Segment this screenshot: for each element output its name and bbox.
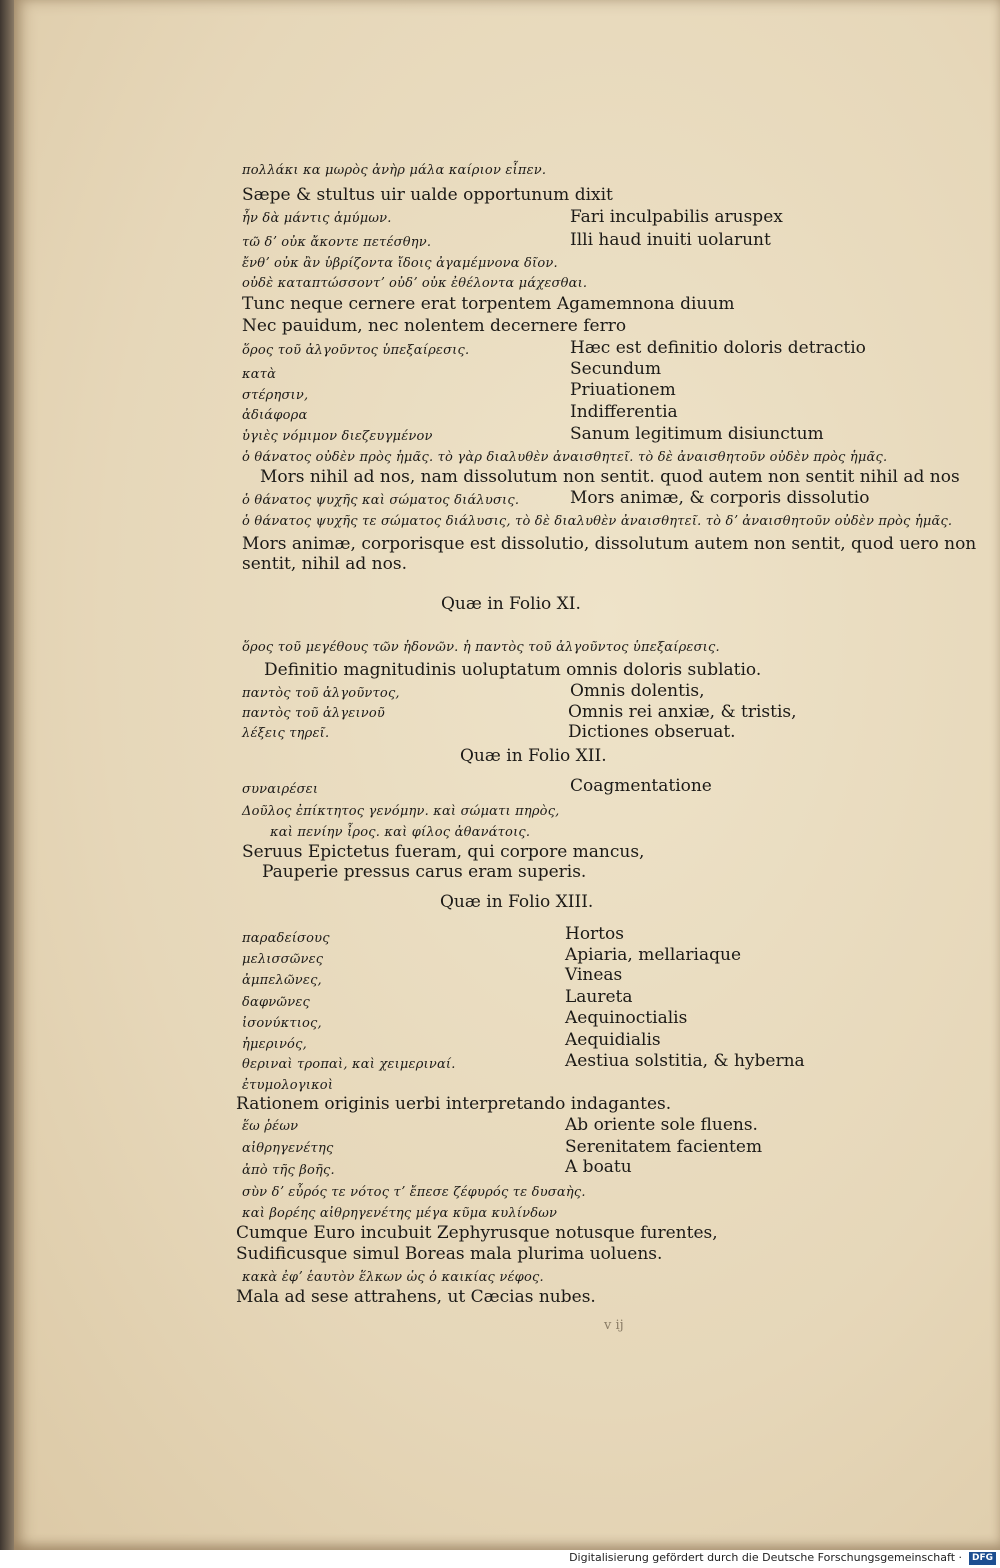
funding-note: Digitalisierung gefördert durch die Deutsche Forschungsgemeinschaft · [569, 1551, 962, 1564]
greek-line: συναιρέσει [242, 782, 319, 797]
greek-line: αἰθρηγενέτης [242, 1141, 334, 1156]
latin-line: Ab oriente sole fluens. [565, 1115, 758, 1135]
latin-line: Cumque Euro incubuit Zephyrusque notusque furentes, [236, 1223, 718, 1243]
latin-line: Sæpe & stultus uir ualde opportunum dixit [242, 185, 613, 205]
latin-line: Aequidialis [565, 1030, 661, 1050]
greek-line: ἀδιάφορα [242, 408, 308, 423]
greek-line: ἀπὸ τῆς βοῆς. [242, 1163, 335, 1178]
section-heading: Quæ in Folio XIII. [440, 892, 594, 912]
greek-line: σὺν δʼ εὖρός τε νότος τʼ ἔπεσε ζέφυρός τε δυσαὴς. [242, 1185, 586, 1200]
greek-line: ἔνθʼ οὐκ ἂν ὑβρίζοντα ἴδοις ἀγαμέμνονα δῖον. [242, 256, 558, 271]
latin-line: Secundum [570, 359, 662, 379]
latin-line: Hæc est definitio doloris detractio [570, 338, 866, 358]
greek-line: στέρησιν, [242, 388, 309, 403]
latin-line: Vineas [565, 965, 623, 985]
greek-line: μελισσῶνες [242, 952, 324, 967]
latin-line: Nec pauidum, nec nolentem decernere ferro [242, 316, 627, 336]
latin-line: sentit, nihil ad nos. [242, 554, 407, 574]
greek-line: Δοῦλος ἐπίκτητος γενόμην. καὶ σώματι πηρὸς, [242, 804, 560, 819]
greek-line: καὶ βορέης αἰθρηγενέτης μέγα κῦμα κυλίνδων [242, 1206, 558, 1221]
greek-line: θεριναὶ τροπαὶ, καὶ χειμεριναί. [242, 1057, 456, 1072]
greek-line: πολλάκι κα μωρὸς ἀνὴρ μάλα καίριον εἶπεν. [242, 163, 547, 178]
section-heading: Quæ in Folio XII. [460, 746, 607, 766]
latin-line: Mors animæ, corporisque est dissolutio, dissolutum autem non sentit, quod uero non [242, 534, 977, 554]
greek-line: ἰσονύκτιος, [242, 1016, 322, 1031]
latin-line: Mala ad sese attrahens, ut Cæcias nubes. [236, 1287, 596, 1307]
latin-line: Dictiones obseruat. [568, 722, 736, 742]
latin-line: Mors animæ, & corporis dissolutio [570, 488, 870, 508]
latin-line: Omnis dolentis, [570, 681, 705, 701]
latin-line: Omnis rei anxiæ, & tristis, [568, 702, 797, 722]
latin-line: Coagmentatione [570, 776, 712, 796]
latin-line: Tunc neque cernere erat torpentem Agamemnona diuum [242, 294, 735, 314]
latin-line: Laureta [565, 987, 633, 1007]
latin-line: Sudificusque simul Boreas mala plurima uoluens. [236, 1244, 663, 1264]
latin-line: Serenitatem facientem [565, 1137, 763, 1157]
greek-line: παραδείσους [242, 931, 330, 946]
latin-line: Seruus Epictetus fueram, qui corpore mancus, [242, 842, 645, 862]
greek-line: ἦν δὰ μάντις ἀμύμων. [242, 211, 392, 226]
greek-line: κατὰ [242, 367, 277, 382]
greek-line: δαφνῶνες [242, 995, 310, 1010]
greek-line: παντὸς τοῦ ἀλγοῦντος, [242, 686, 400, 701]
greek-line: παντὸς τοῦ ἀλγεινοῦ [242, 706, 386, 721]
greek-line: ὁ θάνατος ψυχῆς καὶ σώματος διάλυσις. [242, 493, 520, 508]
latin-line: Illi haud inuiti uolarunt [570, 230, 771, 250]
greek-line: κακὰ ἐφʼ ἑαυτὸν ἕλκων ὡς ὁ καικίας νέφος. [242, 1270, 544, 1285]
greek-line: τῶ δʼ οὐκ ἄκοντε πετέσθην. [242, 235, 432, 250]
latin-line: Fari inculpabilis aruspex [570, 207, 783, 227]
latin-line: Aequinoctialis [565, 1008, 688, 1028]
greek-line: λέξεις τηρεῖ. [242, 726, 330, 741]
latin-line: Indifferentia [570, 402, 678, 422]
greek-line: ἀμπελῶνες, [242, 973, 322, 988]
greek-line: ὁ θάνατος ψυχῆς τε σώματος διάλυσις, τὸ δὲ διαλυθὲν ἀναισθητεῖ. τὸ δʼ ἀναισθητοῦν οὐδὲν πρὸς ἡμᾶς. [242, 514, 953, 529]
latin-line: Apiaria, mellariaque [565, 945, 742, 965]
latin-line: Rationem originis uerbi interpretando indagantes. [236, 1094, 672, 1114]
latin-line: Hortos [565, 924, 624, 944]
greek-line: ὁ θάνατος οὐδὲν πρὸς ἡμᾶς. τὸ γὰρ διαλυθὲν ἀναισθητεῖ. τὸ δὲ ἀναισθητοῦν οὐδὲν πρὸς ἡμᾶς. [242, 450, 888, 465]
latin-line: Pauperie pressus carus eram superis. [262, 862, 587, 882]
greek-line: οὐδὲ καταπτώσσοντʼ οὐδʼ οὐκ ἐθέλοντα μάχεσθαι. [242, 276, 588, 291]
dfg-logo: DFG [969, 1552, 996, 1565]
greek-line: ὅρος τοῦ μεγέθους τῶν ἡδονῶν. ἡ παντὸς τοῦ ἀλγοῦντος ὑπεξαίρεσις. [242, 640, 720, 655]
latin-line: Priuationem [570, 380, 676, 400]
greek-line: ἐτυμολογικοὶ [242, 1078, 334, 1093]
latin-line: A boatu [565, 1157, 632, 1177]
greek-line: ἠμερινός, [242, 1037, 307, 1052]
latin-line: Mors nihil ad nos, nam dissolutum non sentit. quod autem non sentit nihil ad nos [260, 467, 960, 487]
latin-line: Sanum legitimum disiunctum [570, 424, 824, 444]
bleed-through-mark: v ij [604, 1318, 624, 1333]
latin-line: Definitio magnitudinis uoluptatum omnis doloris sublatio. [264, 660, 762, 680]
section-heading: Quæ in Folio XI. [441, 594, 581, 614]
greek-line: ἕω ῥέων [242, 1119, 299, 1134]
greek-line: ὑγιὲς νόμιμον διεζευγμένον [242, 429, 433, 444]
latin-line: Aestiua solstitia, & hyberna [565, 1051, 805, 1071]
greek-line: καὶ πενίην ἶρος. καὶ φίλος ἀθανάτοις. [270, 825, 531, 840]
greek-line: ὅρος τοῦ ἀλγοῦντος ὑπεξαίρεσις. [242, 343, 470, 358]
page-gutter [0, 0, 14, 1550]
book-page [14, 0, 1000, 1550]
